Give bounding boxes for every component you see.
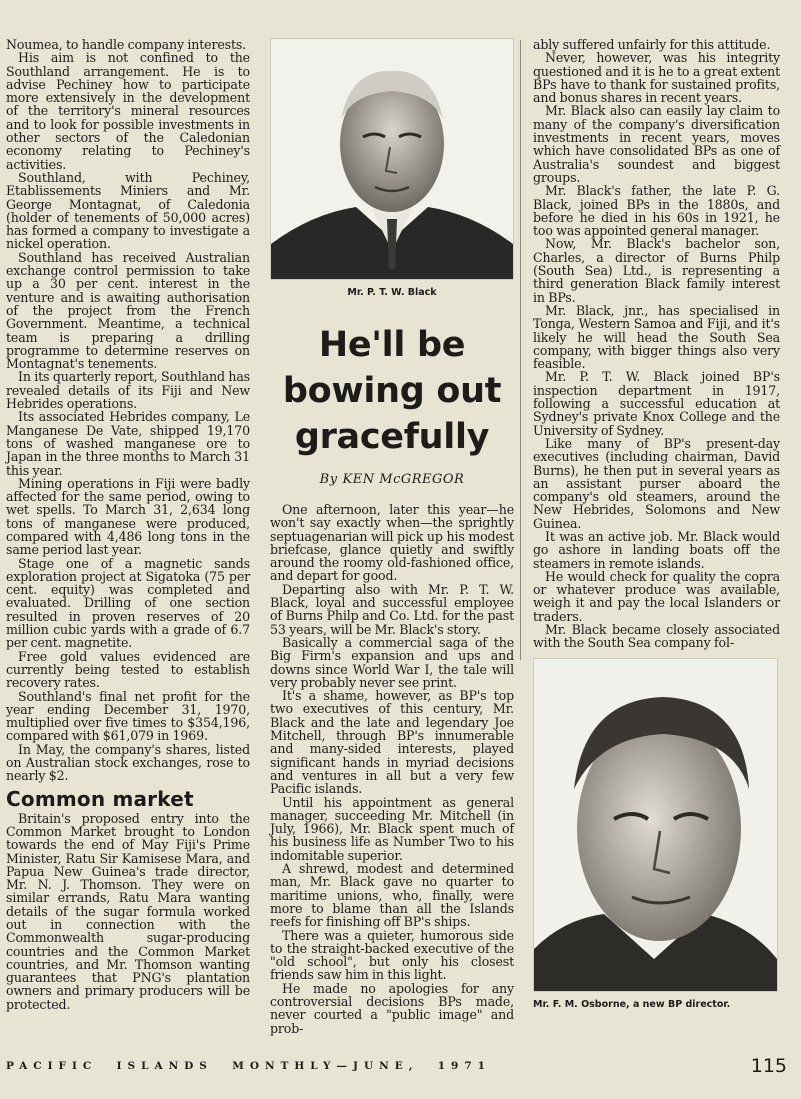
photo-caption-black: Mr. P. T. W. Black xyxy=(347,287,437,298)
paragraph: There was a quieter, humorous side to the straight-backed executive of the "old school", but only his closest friends saw him in this light. xyxy=(270,927,514,983)
headline-line-3: gracefully xyxy=(294,417,490,457)
byline-by: By xyxy=(319,472,338,487)
column-2 xyxy=(270,38,514,1035)
paragraph: Like many of BP's present-day executives (including chairman, David Burns), he then put in several years as an assistant purser aboard the company's old steamers, around the New Hebrides, Solomons and New Guinea. xyxy=(533,435,780,531)
column-3 xyxy=(533,38,780,1010)
section-body xyxy=(6,812,250,1011)
page-footer xyxy=(6,1055,787,1077)
paragraph: In May, the company's shares, listed on Australian stock exchanges, rose to nearly $2. xyxy=(6,741,250,784)
headline-line-1: He'll be xyxy=(318,325,466,365)
article-headline xyxy=(270,322,514,460)
headline-line-2: bowing out xyxy=(282,371,502,411)
paragraph: Until his appointment as general manager, succeeding Mr. Mitchell (in July, 1966), Mr. Black spent much of his business life as Number Two to his indomitable superior. xyxy=(270,794,514,863)
paragraph: Never, however, was his integrity questioned and it is he to a great extent BPs have to thank for sustained profits, and bonus shares in recent years. xyxy=(533,50,780,106)
paragraph: It was an active job. Mr. Black would go ashore in landing boats off the steamers in remote islands. xyxy=(533,528,780,571)
byline xyxy=(270,472,514,487)
paragraph: Departing also with Mr. P. T. W. Black, loyal and successful employee of Burns Philp and Co. Ltd. for the past 53 years, will be Mr. Black's story. xyxy=(270,581,514,637)
magazine-footer-line: PACIFIC ISLANDS MONTHLY—JUNE, 1971 xyxy=(6,1060,491,1072)
paragraph: ably suffered unfairly for this attitude. xyxy=(533,37,771,52)
column-rule xyxy=(520,40,521,660)
portrait-black-illustration xyxy=(271,39,513,279)
portrait-photo-osborne xyxy=(533,658,778,992)
paragraph: Southland, with Pechiney, Etablissements Miniers and Mr. George Montagnat, of Caledonia (holder of tenements of 50,000 acres) has formed a company to investigate a nickel operation. xyxy=(6,169,250,252)
paragraph: Its associated Hebrides company, Le Manganese De Vate, shipped 19,170 tons of washed manganese ore to Japan in the three months to March 31 this year. xyxy=(6,409,250,478)
column-1-body xyxy=(6,38,250,783)
paragraph: Now, Mr. Black's bachelor son, Charles, a director of Burns Philp (South Sea) Ltd., is representing a third generation Black family interest in BPs. xyxy=(533,236,780,305)
paragraph: Britain's proposed entry into the Common Market brought to London towards the end of May Fiji's Prime Minister, Ratu Sir Kamisese Mara, and Papua New Guinea's trade director, Mr. N. J. Thomson. They were on similar errands, Ratu Mara wanting details of the sugar formula worked out in connection with the Commonwealth sugar-producing countries and the Common Market countries, and Mr. Thomson wanting guarantees that PNG's plantation owners and primary producers will be protected. xyxy=(6,810,250,1012)
photo-caption-osborne: Mr. F. M. Osborne, a new BP director. xyxy=(533,998,731,1010)
byline-author: KEN McGREGOR xyxy=(342,472,465,487)
paragraph: Noumea, to handle company interests. xyxy=(6,37,247,52)
paragraph: One afternoon, later this year—he won't say exactly when—the sprightly septuagenarian will pick up his modest briefcase, glance quietly and swiftly around the roomy old-fashioned office, and depart for good. xyxy=(270,502,514,584)
paragraph: A shrewd, modest and determined man, Mr. Black gave no quarter to maritime unions, who, finally, were more to blame than all the Islands reefs for finishing off BP's ships. xyxy=(270,861,514,930)
column-1 xyxy=(6,38,250,1011)
paragraph: Mr. Black also can easily lay claim to many of the company's diversification investments in recent years, moves which have consolidated BPs as one of Australia's soundest and biggest groups. xyxy=(533,103,780,185)
paragraph: Mr. P. T. W. Black joined BP's inspection department in 1917, following a successful education at Sydney's private Knox College and the University of Sydney. xyxy=(533,369,780,438)
paragraph: He would check for quality the copra or whatever produce was available, weigh it and pay the local Islanders or traders. xyxy=(533,568,780,624)
column-2-body xyxy=(270,503,514,1035)
paragraph: In its quarterly report, Southland has revealed details of its Fiji and New Hebrides operations. xyxy=(6,369,250,412)
portrait-osborne-illustration xyxy=(534,659,777,991)
page-number: 115 xyxy=(750,1055,787,1077)
paragraph: Southland's final net profit for the year ending December 31, 1970, multiplied over five times to $354,196, compared with $61,079 in 1969. xyxy=(6,688,250,744)
paragraph: Mining operations in Fiji were badly affected for the same period, owing to wet spells. To March 31, 2,634 long tons of manganese were produced, compared with 4,486 long tons in the same period last year. xyxy=(6,475,250,558)
paragraph: It's a shame, however, as BP's top two executives of this century, Mr. Black and the late and legendary Joe Mitchell, through BP's innumerable and many-sided interests, played significant hands in myriad decisions and ventures in all but a very few Pacific islands. xyxy=(270,688,514,797)
paragraph: Stage one of a magnetic sands exploration project at Sigatoka (75 per cent. equity) was completed and evaluated. Drilling of one section resulted in proven reserves of 20 million cubic yards with a grade of 6.7 per cent. magnetite. xyxy=(6,555,250,651)
paragraph: His aim is not confined to the Southland arrangement. He is to advise Pechiney how to participate more extensively in the development of the territory's mineral resources and to look for possible investments in other sectors of the Caledonian economy relating to Pechiney's activities. xyxy=(6,50,250,172)
paragraph: Mr. Black, jnr., has specialised in Tonga, Western Samoa and Fiji, and it's likely he will head the South Sea company, with bigger things also very feasible. xyxy=(533,302,780,372)
paragraph: Mr. Black's father, the late P. G. Black, joined BPs in the 1880s, and before he died in his 60s in 1921, he too was appointed general manager. xyxy=(533,183,780,239)
paragraph: Free gold values evidenced are currently being tested to establish recovery rates. xyxy=(6,648,250,691)
column-3-body xyxy=(533,38,780,650)
paragraph: He made no apologies for any controversial decisions BPs made, never courted a "public image" and prob- xyxy=(270,980,514,1036)
paragraph: Basically a commercial saga of the Big Firm's expansion and ups and downs since World War I, the tale will very probably never see print. xyxy=(270,634,514,690)
paragraph: Southland has received Australian exchange control permission to take up a 30 per cent. interest in the venture and is awaiting authorisation of the project from the French Government. Meantime, a technical team is preparing a drilling programme to determine reserves on Montagnat's tenements. xyxy=(6,249,250,372)
section-heading: Common market xyxy=(6,786,194,811)
paragraph: Mr. Black became closely associated with the South Sea company fol- xyxy=(533,622,780,651)
portrait-photo-black xyxy=(270,38,514,280)
